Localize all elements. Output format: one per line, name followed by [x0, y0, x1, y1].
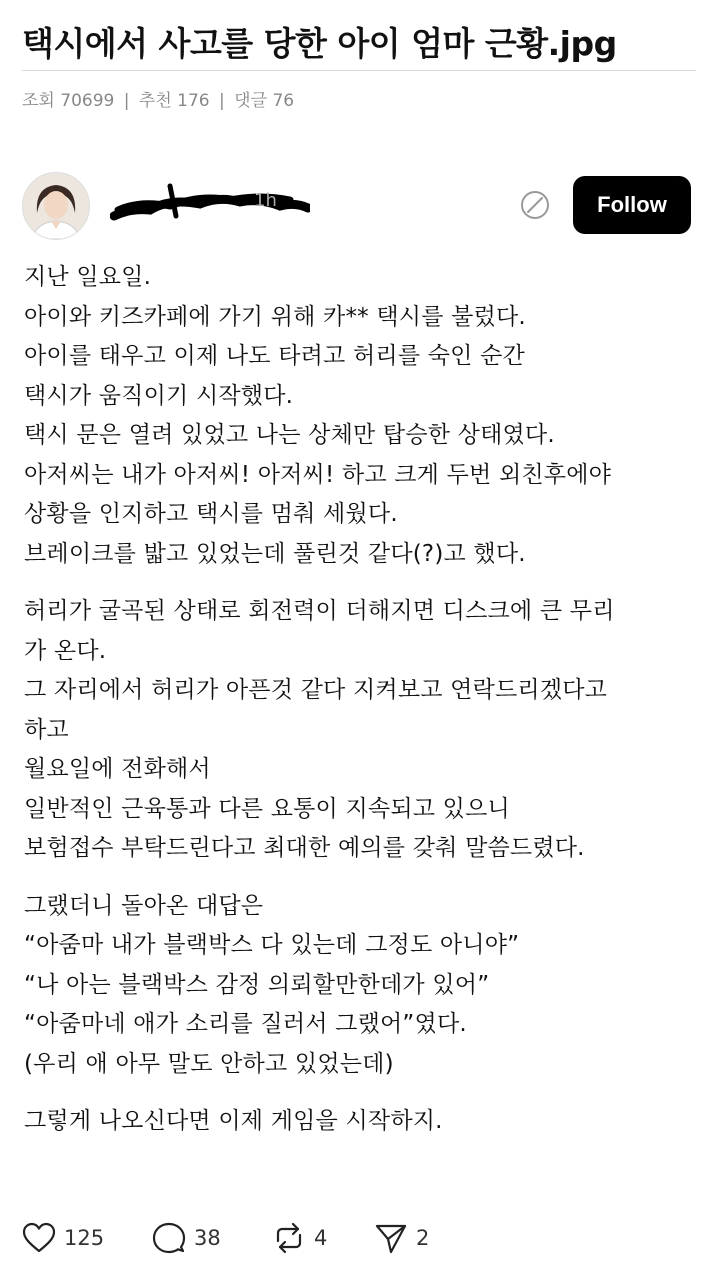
- text-line: 그 자리에서 허리가 아픈것 같다 지켜보고 연락드리겠다고: [24, 677, 608, 703]
- repost-icon: [272, 1221, 306, 1255]
- text-line: 하고: [24, 716, 69, 743]
- paragraph: [24, 1102, 696, 1142]
- comments-count: 76: [272, 91, 295, 111]
- text-line: 일반적인 근육통과 다른 요통이 지속되고 있으니: [24, 795, 510, 822]
- text-line: 아저씨는 내가 아저씨! 아저씨! 하고 크게 두번 외친후에야: [24, 461, 612, 488]
- send-icon: [374, 1221, 408, 1255]
- comments-label: 댓글: [234, 91, 268, 111]
- stats-separator: |: [219, 91, 225, 111]
- heart-icon: [22, 1222, 56, 1254]
- more-circle-icon[interactable]: [518, 188, 552, 222]
- text-line: 그랬더니 돌아온 대답은: [24, 892, 264, 919]
- text-line: 그렇게 나오신다면 이제 게임을 시작하지.: [24, 1108, 443, 1134]
- avatar-portrait-icon: [23, 173, 89, 239]
- post-header: [22, 172, 692, 240]
- paragraph: [24, 592, 696, 869]
- text-line: 택시가 움직이기 시작했다.: [24, 382, 294, 409]
- text-line: “아줌마 내가 블랙박스 다 있는데 그정도 아니야”: [24, 932, 520, 958]
- paragraph: [24, 258, 696, 574]
- share-count: 2: [416, 1226, 430, 1250]
- text-line: “아줌마네 애가 소리를 질러서 그랬어”였다.: [24, 1011, 467, 1037]
- follow-button[interactable]: Follow: [573, 176, 691, 234]
- redacted-username-scribble: [110, 180, 310, 224]
- post-body: [24, 258, 696, 1142]
- speech-bubble-icon: [152, 1221, 186, 1255]
- post-title: 택시에서 사고를 당한 아이 엄마 근황.jpg: [22, 24, 617, 63]
- reply-count: 38: [194, 1226, 221, 1250]
- avatar[interactable]: [22, 172, 90, 240]
- text-line: 브레이크를 밟고 있었는데 풀린것 같다(?)고 했다.: [24, 540, 526, 567]
- repost-button[interactable]: [272, 1218, 327, 1258]
- text-line: 가 온다.: [24, 637, 107, 664]
- title-divider: [22, 70, 696, 71]
- views-count: 70699: [60, 91, 115, 111]
- recommend-label: 추천: [138, 91, 172, 111]
- reply-button[interactable]: [152, 1218, 221, 1258]
- text-line: (우리 애 아무 말도 안하고 있었는데): [24, 1050, 394, 1077]
- like-count: 125: [64, 1226, 105, 1250]
- text-line: 보험접수 부탁드린다고 최대한 예의를 갖춰 말씀드렸다.: [24, 835, 585, 861]
- text-line: “나 아는 블랙박스 감정 의뢰할만한데가 있어”: [24, 971, 490, 998]
- board-header: [22, 0, 696, 111]
- text-line: 허리가 굴곡된 상태로 회전력이 더해지면 디스크에 큰 무리: [24, 598, 615, 624]
- recommend-count: 176: [177, 91, 210, 111]
- post-actions: [22, 1218, 482, 1258]
- text-line: 택시 문은 열려 있었고 나는 상체만 탑승한 상태였다.: [24, 422, 555, 448]
- text-line: 아이를 태우고 이제 나도 타려고 허리를 숙인 순간: [24, 343, 525, 369]
- stats-separator: |: [123, 91, 130, 111]
- text-line: 지난 일요일.: [24, 264, 152, 290]
- text-line: 아이와 키즈카페에 가기 위해 카** 택시를 불렀다.: [24, 303, 526, 330]
- share-button[interactable]: [374, 1218, 429, 1258]
- text-line: 상황을 인지하고 택시를 멈춰 세웠다.: [24, 501, 398, 527]
- repost-count: 4: [314, 1226, 328, 1250]
- text-line: 월요일에 전화해서: [24, 756, 211, 782]
- post-stats: [22, 86, 696, 111]
- paragraph: [24, 887, 696, 1085]
- post-time: 1h: [254, 190, 277, 211]
- views-label: 조회: [22, 91, 55, 111]
- like-button[interactable]: [22, 1218, 104, 1258]
